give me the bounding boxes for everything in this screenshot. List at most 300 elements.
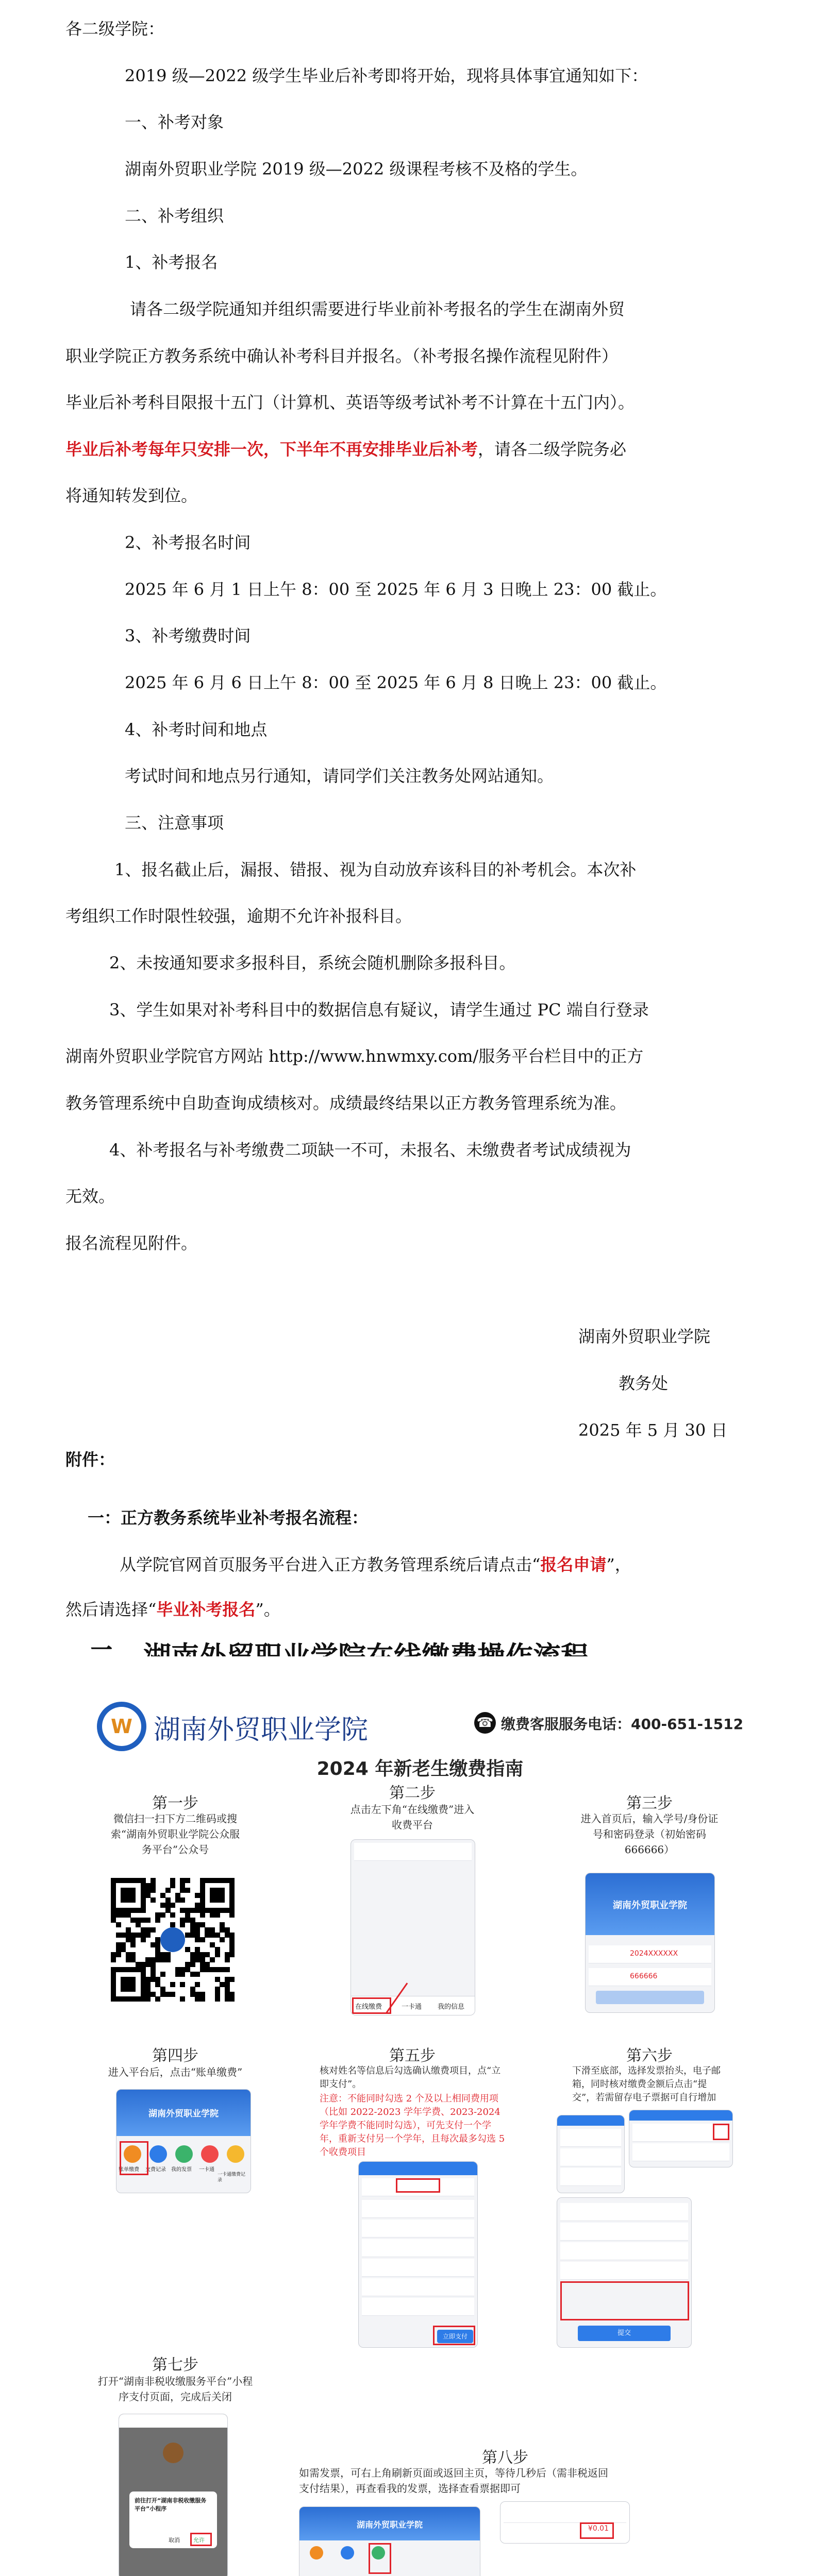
- login-account-value[interactable]: 2024XXXXXX: [630, 1950, 678, 1958]
- qr-module: [116, 1912, 121, 1918]
- qr-module: [121, 1977, 126, 1982]
- step5-title: 第五步: [389, 2047, 436, 2065]
- note1-line2: 考组织工作时限性较强，逾期不允许补报科目。: [65, 906, 412, 926]
- qr-module: [180, 1996, 185, 2002]
- qr-module: [229, 1933, 235, 1938]
- qr-module: [126, 1878, 131, 1883]
- qr-module: [229, 1912, 235, 1918]
- qr-module: [141, 1977, 146, 1982]
- qr-module: [185, 1947, 190, 1952]
- qr-module: [215, 1933, 220, 1938]
- qr-module: [111, 1992, 116, 1997]
- para1-line3: 毕业后补考科目限报十五门（计算机、英语等级考试补考不计算在十五门内）。: [65, 393, 635, 412]
- step3-banner-title: 湖南外贸职业学院: [613, 1900, 687, 1911]
- qr-module: [190, 1922, 195, 1927]
- qr-module: [130, 1967, 136, 1972]
- qr-module: [229, 1903, 235, 1908]
- qr-module: [229, 1937, 235, 1942]
- qr-module: [165, 1888, 171, 1893]
- qr-module: [121, 1888, 126, 1893]
- guide-main-title: 2024 年新老生缴费指南: [316, 1758, 524, 1780]
- qr-module: [170, 1878, 175, 1883]
- qr-module: [180, 1922, 185, 1927]
- qr-module: [195, 1996, 200, 2002]
- qr-module: [205, 1933, 210, 1938]
- qr-module: [126, 1982, 131, 1987]
- qr-module: [170, 1992, 175, 1997]
- qr-module: [145, 1893, 151, 1898]
- qr-module: [145, 1962, 151, 1967]
- qr-module: [210, 1897, 215, 1903]
- qr-module: [185, 1908, 190, 1913]
- step6-desc: 下滑至底部，选择发票抬头，电子邮箱，同时核对缴费金额后点击“提交”，若需留存电子票据可自行增加: [572, 2065, 721, 2103]
- qr-module: [229, 1888, 235, 1893]
- qr-module: [210, 1912, 215, 1918]
- tile-pay-record: 交费记录: [145, 2167, 166, 2173]
- qr-center-logo-icon: [160, 1927, 185, 1952]
- qr-module: [225, 1878, 230, 1883]
- step8-bill-icon[interactable]: [310, 2546, 323, 2560]
- qr-module: [151, 1962, 156, 1967]
- qr-module: [210, 1967, 215, 1972]
- payment-guide-graphic: [77, 1656, 763, 2576]
- qr-module: [200, 1967, 205, 1972]
- qr-module: [126, 1893, 131, 1898]
- phone-icon: ☎: [474, 1712, 496, 1734]
- qr-module: [195, 1972, 200, 1977]
- step8-banner: [299, 2507, 480, 2540]
- qr-module: [111, 1908, 116, 1913]
- step8-record-icon[interactable]: [341, 2546, 354, 2560]
- attachment-part1-line1: [120, 1553, 631, 1576]
- qr-module: [175, 1972, 180, 1977]
- step6-phone-screen-b: [629, 2110, 733, 2167]
- qr-module: [151, 1942, 156, 1947]
- qr-module: [220, 1888, 225, 1893]
- qr-module: [205, 1952, 210, 1957]
- step5-desc: 核对姓名等信息后勾选确认缴费项目，点“立即支付”。: [320, 2065, 501, 2090]
- qr-module: [141, 1972, 146, 1977]
- subsection-4-body: 考试时间和地点另行通知，请同学们关注教务处网站通知。: [125, 766, 554, 786]
- subsection-3-body: 2025 年 6 月 6 日上午 8：00 至 2025 年 6 月 8 日晚上 23：00 截止。: [125, 673, 667, 692]
- qr-module: [225, 1933, 230, 1938]
- note2: 2、未按通知要求多报科目，系统会随机删除多报科目。: [109, 953, 516, 973]
- qr-module: [141, 1883, 146, 1888]
- qr-module: [130, 1893, 136, 1898]
- qr-module: [145, 1918, 151, 1923]
- important-red-text: 毕业后补考每年只安排一次，下半年不再安排毕业后补考: [65, 439, 478, 459]
- qr-module: [121, 1967, 126, 1972]
- qr-module: [141, 1908, 146, 1913]
- qr-module: [200, 1903, 205, 1908]
- qr-module: [215, 1912, 220, 1918]
- qr-module: [210, 1957, 215, 1962]
- step3-title: 第三步: [626, 1794, 673, 1812]
- qr-module: [151, 1888, 156, 1893]
- qr-module: [229, 1908, 235, 1913]
- qr-module: [229, 1942, 235, 1947]
- qr-module: [165, 1903, 171, 1908]
- qr-module: [111, 1878, 116, 1883]
- highlight-select-item: [396, 2178, 440, 2193]
- qr-module: [200, 1878, 205, 1883]
- step1-desc: 微信扫一扫下方二维码或搜索“湖南外贸职业学院公众服务平台”公众号: [110, 1812, 240, 1856]
- dialog-cancel-button[interactable]: 取消: [169, 2537, 180, 2544]
- part1-line2-end: ”。: [255, 1600, 280, 1619]
- qr-module: [229, 1947, 235, 1952]
- qr-module: [126, 1957, 131, 1962]
- qr-module: [111, 1952, 116, 1957]
- qr-module: [145, 1992, 151, 1997]
- menu-online-pay[interactable]: 在线缴费: [355, 2003, 382, 2011]
- qr-module: [121, 1893, 126, 1898]
- qr-module: [141, 1962, 146, 1967]
- qr-module: [195, 1922, 200, 1927]
- qr-module: [175, 1893, 180, 1898]
- qr-module: [205, 1927, 210, 1933]
- menu-campus-card[interactable]: 一卡通: [402, 2003, 422, 2011]
- dialog-allow-button[interactable]: 允许: [193, 2537, 205, 2544]
- qr-module: [229, 1883, 235, 1888]
- qr-module: [111, 1957, 116, 1962]
- qr-module: [111, 1912, 116, 1918]
- qr-module: [151, 1992, 156, 1997]
- qr-module: [121, 1996, 126, 2002]
- login-button[interactable]: [596, 1991, 704, 2004]
- qr-module: [220, 1967, 225, 1972]
- qr-module: [151, 1967, 156, 1972]
- qr-module: [141, 1893, 146, 1898]
- qr-module: [141, 1888, 146, 1893]
- qr-module: [200, 1962, 205, 1967]
- qr-module: [116, 1996, 121, 2002]
- qr-module: [160, 1903, 165, 1908]
- qr-module: [205, 1878, 210, 1883]
- qr-module: [111, 1893, 116, 1898]
- wechat-qr-code[interactable]: [111, 1878, 235, 2002]
- qr-module: [151, 1977, 156, 1982]
- qr-module: [165, 1992, 171, 1997]
- qr-module: [200, 1883, 205, 1888]
- step6-phone-screen-a: [557, 2115, 625, 2193]
- qr-module: [116, 1947, 121, 1952]
- school-logo-icon: W: [97, 1702, 146, 1751]
- qr-module: [160, 1992, 165, 1997]
- pay-now-button[interactable]: 立即支付: [437, 2330, 473, 2343]
- qr-module: [225, 1927, 230, 1933]
- qr-module: [200, 1952, 205, 1957]
- step8-phone-screen-a: [299, 2506, 480, 2576]
- highlight-bill-pay: [120, 2141, 148, 2175]
- campus-card-icon[interactable]: [201, 2145, 219, 2163]
- qr-module: [190, 1987, 195, 1992]
- para1-line4-after: ，请各二级学院务必: [478, 439, 627, 459]
- qr-module: [229, 1996, 235, 2002]
- qr-module: [215, 1952, 220, 1957]
- qr-module: [165, 1908, 171, 1913]
- qr-module: [141, 1918, 146, 1923]
- step3-phone-screen: [585, 1873, 715, 2013]
- qr-module: [180, 1878, 185, 1883]
- qr-module: [151, 1972, 156, 1977]
- step3-banner: [586, 1873, 714, 1935]
- qr-module: [141, 1982, 146, 1987]
- qr-module: [180, 1883, 185, 1888]
- para1-line4: [65, 438, 626, 461]
- qr-module: [136, 1967, 141, 1972]
- qr-module: [180, 1967, 185, 1972]
- qr-module: [111, 1996, 116, 2002]
- qr-module: [121, 1878, 126, 1883]
- qr-module: [215, 1947, 220, 1952]
- qr-module: [195, 1957, 200, 1962]
- qr-module: [210, 1927, 215, 1933]
- qr-module: [126, 1967, 131, 1972]
- highlight-email-field: [560, 2281, 689, 2320]
- qr-module: [151, 1897, 156, 1903]
- qr-module: [160, 1893, 165, 1898]
- qr-module: [200, 1912, 205, 1918]
- step7-desc: 打开“湖南非税收缴服务平台”小程序支付页面，完成后关闭: [97, 2375, 253, 2403]
- qr-module: [185, 1967, 190, 1972]
- qr-module: [215, 1977, 220, 1982]
- qr-module: [215, 1893, 220, 1898]
- qr-module: [121, 1942, 126, 1947]
- qr-module: [155, 1957, 160, 1962]
- step7-title: 第七步: [152, 2356, 198, 2374]
- qr-module: [180, 1897, 185, 1903]
- qr-module: [136, 1878, 141, 1883]
- qr-module: [145, 1888, 151, 1893]
- step6-title: 第六步: [626, 2047, 673, 2065]
- subsection-1-title: 1、补考报名: [125, 252, 218, 272]
- qr-module: [210, 1888, 215, 1893]
- qr-module: [151, 1878, 156, 1883]
- qr-module: [151, 1927, 156, 1933]
- qr-module: [200, 1996, 205, 2002]
- menu-my-info[interactable]: 我的信息: [438, 2003, 465, 2011]
- qr-module: [225, 1908, 230, 1913]
- qr-module: [215, 1908, 220, 1913]
- open-miniprogram-dialog: [129, 2492, 217, 2548]
- section-2-title: 二、补考组织: [125, 206, 224, 226]
- dialog-text: 前往打开“湖南非税收缴服务平台”小程序: [135, 2497, 207, 2512]
- qr-module: [145, 1927, 151, 1933]
- tile-my-invoice: 我的发票: [171, 2167, 192, 2173]
- qr-module: [126, 1996, 131, 2002]
- qr-module: [155, 1952, 160, 1957]
- step5-warning: 注意：不能同时勾选 2 个及以上相同费用项（比如 2022-2023 学年学费、2023-2024 学年学费不能同时勾选），可先支付一个学年，重新支付另一个学年，且每次最多勾选 5 个收费项目: [320, 2093, 505, 2158]
- qr-module: [195, 1992, 200, 1997]
- qr-module: [200, 1888, 205, 1893]
- hotline-label: 缴费客服服务电话：400-651-1512: [501, 1716, 744, 1733]
- qr-module: [200, 1937, 205, 1942]
- qr-module: [210, 1908, 215, 1913]
- qr-module: [151, 1957, 156, 1962]
- note3-line3: 教务管理系统中自助查询成绩核对。成绩最终结果以正方教务管理系统为准。: [65, 1093, 627, 1113]
- qr-module: [185, 1878, 190, 1883]
- official-site-link[interactable]: 湖南外贸职业学院官方网站 http://www.hnwmxy.com/服务平台栏目中的正方: [65, 1046, 644, 1066]
- subsection-2-body: 2025 年 6 月 1 日上午 8：00 至 2025 年 6 月 3 日晚上 23：00 截止。: [125, 580, 667, 599]
- qr-module: [126, 1977, 131, 1982]
- qr-module: [111, 1977, 116, 1982]
- qr-module: [195, 1933, 200, 1938]
- attachment-label: 附件：: [65, 1450, 115, 1469]
- qr-module: [126, 1908, 131, 1913]
- qr-module: [190, 1962, 195, 1967]
- qr-module: [121, 1908, 126, 1913]
- para1-line5: 将通知转发到位。: [65, 486, 198, 505]
- qr-module: [126, 1937, 131, 1942]
- qr-module: [200, 1992, 205, 1997]
- qr-module: [195, 1982, 200, 1987]
- qr-module: [180, 1972, 185, 1977]
- qr-module: [220, 1927, 225, 1933]
- qr-module: [200, 1922, 205, 1927]
- step1-title: 第一步: [152, 1794, 198, 1812]
- qr-module: [126, 1933, 131, 1938]
- qr-module: [200, 1893, 205, 1898]
- qr-module: [116, 1942, 121, 1947]
- qr-module: [121, 1982, 126, 1987]
- qr-module: [190, 1908, 195, 1913]
- qr-module: [220, 1878, 225, 1883]
- qr-module: [130, 1977, 136, 1982]
- qr-module: [116, 1933, 121, 1938]
- qr-module: [141, 1992, 146, 1997]
- section-1-body: 湖南外贸职业学院 2019 级—2022 级课程考核不及格的学生。: [125, 159, 588, 179]
- qr-module: [229, 1992, 235, 1997]
- qr-module: [126, 1987, 131, 1992]
- qr-module: [160, 1912, 165, 1918]
- qr-module: [165, 1952, 171, 1957]
- qr-module: [136, 1918, 141, 1923]
- qr-module: [225, 1992, 230, 1997]
- qr-module: [190, 1952, 195, 1957]
- qr-module: [155, 1977, 160, 1982]
- qr-module: [155, 1996, 160, 2002]
- qr-module: [190, 1992, 195, 1997]
- subsection-3-title: 3、补考缴费时间: [125, 626, 251, 646]
- qr-module: [155, 1947, 160, 1952]
- qr-module: [121, 1897, 126, 1903]
- qr-module: [136, 1996, 141, 2002]
- pay-record-icon[interactable]: [149, 2145, 167, 2163]
- qr-module: [185, 1888, 190, 1893]
- qr-module: [130, 1888, 136, 1893]
- step2-phone-screen: [350, 1839, 475, 2015]
- qr-module: [141, 1937, 146, 1942]
- qr-module: [170, 1903, 175, 1908]
- qr-module: [141, 1987, 146, 1992]
- qr-module: [130, 1957, 136, 1962]
- qr-module: [185, 1962, 190, 1967]
- section-3-title: 三、注意事项: [125, 813, 224, 833]
- qr-module: [229, 1893, 235, 1898]
- signature-org: 湖南外贸职业学院: [578, 1327, 711, 1346]
- login-password-value[interactable]: 666666: [630, 1972, 658, 1980]
- note3-line2: [65, 1045, 643, 1067]
- qr-module: [210, 1942, 215, 1947]
- qr-module: [180, 1918, 185, 1923]
- qr-module: [180, 1888, 185, 1893]
- qr-module: [160, 1957, 165, 1962]
- qr-module: [220, 1897, 225, 1903]
- qr-module: [130, 1878, 136, 1883]
- para1-line1: 请各二级学院通知并组织需要进行毕业前补考报名的学生在湖南外贸: [130, 299, 625, 319]
- step5-phone-screen: [358, 2161, 478, 2348]
- qr-module: [215, 1897, 220, 1903]
- qr-module: [126, 1888, 131, 1893]
- qr-module: [185, 1912, 190, 1918]
- highlight-invoice-title: [713, 2124, 729, 2140]
- qr-module: [175, 1897, 180, 1903]
- qr-module: [111, 1967, 116, 1972]
- qr-module: [229, 1897, 235, 1903]
- qr-module: [225, 1952, 230, 1957]
- qr-module: [111, 1987, 116, 1992]
- highlight-my-invoice: [369, 2543, 391, 2574]
- qr-module: [225, 1957, 230, 1962]
- qr-module: [141, 1967, 146, 1972]
- qr-module: [185, 1918, 190, 1923]
- qr-module: [136, 1962, 141, 1967]
- step4-banner-title: 湖南外贸职业学院: [148, 2109, 219, 2119]
- qr-module: [190, 1957, 195, 1962]
- tile-campus-card: 一卡通: [199, 2167, 214, 2173]
- qr-module: [155, 1942, 160, 1947]
- qr-module: [145, 1996, 151, 2002]
- my-invoice-icon[interactable]: [175, 2145, 193, 2163]
- grad-exam-link-text: 毕业补考报名: [156, 1600, 256, 1619]
- qr-module: [141, 1878, 146, 1883]
- qr-module: [121, 1912, 126, 1918]
- qr-module: [200, 1908, 205, 1913]
- qr-module: [111, 1972, 116, 1977]
- qr-module: [141, 1996, 146, 2002]
- qr-module: [190, 1933, 195, 1938]
- qr-module: [130, 1982, 136, 1987]
- qr-module: [111, 1897, 116, 1903]
- qr-module: [145, 1957, 151, 1962]
- qr-module: [145, 1883, 151, 1888]
- salutation: 各二级学院：: [65, 19, 165, 39]
- submit-button[interactable]: 提交: [578, 2326, 671, 2341]
- step8-title: 第八步: [482, 2449, 528, 2467]
- qr-module: [185, 1933, 190, 1938]
- part1-line2-text: 然后请选择“: [65, 1600, 157, 1619]
- step8-phone-screen-b: [500, 2501, 630, 2544]
- qr-module: [215, 1996, 220, 2002]
- guide-school-name: 湖南外贸职业学院: [154, 1715, 369, 1745]
- step2-title: 第二步: [389, 1784, 436, 1802]
- card-record-icon[interactable]: [227, 2145, 244, 2163]
- qr-module: [215, 1888, 220, 1893]
- qr-module: [126, 1897, 131, 1903]
- highlight-view-invoice: [580, 2522, 614, 2539]
- qr-module: [130, 1918, 136, 1923]
- qr-module: [116, 1952, 121, 1957]
- qr-module: [170, 1912, 175, 1918]
- qr-module: [136, 1922, 141, 1927]
- qr-module: [170, 1883, 175, 1888]
- step6-phone-screen-c: [557, 2197, 692, 2348]
- step8-desc: 如需发票，可右上角刷新页面或返回主页，等待几秒后（需非税返回支付结果），再查看我的发票，选择查看票据即可: [299, 2467, 608, 2495]
- qr-module: [220, 1922, 225, 1927]
- qr-module: [151, 1883, 156, 1888]
- qr-module: [155, 1918, 160, 1923]
- qr-module: [175, 1967, 180, 1972]
